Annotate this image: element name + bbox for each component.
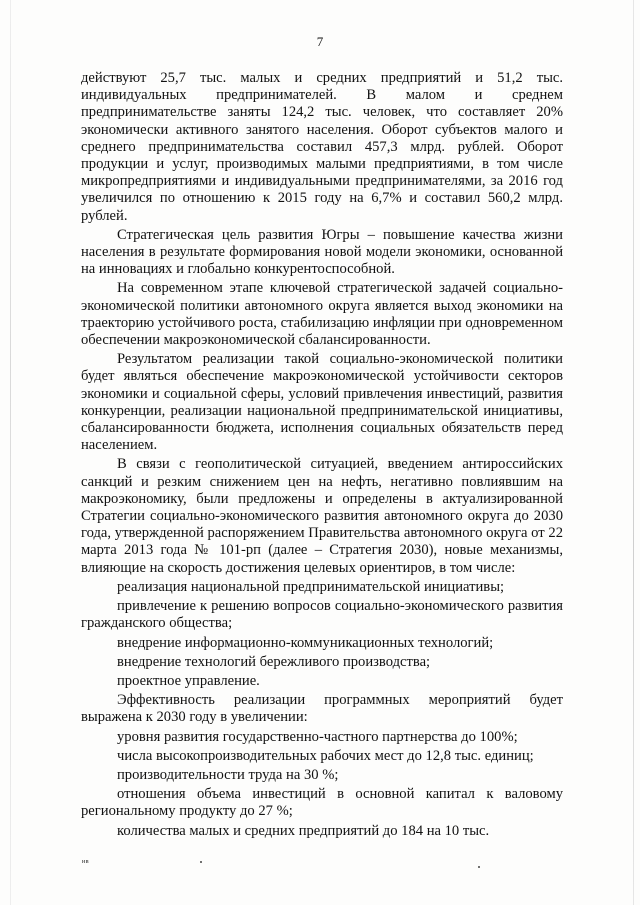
list-item: производительности труда на 30 %; (117, 766, 339, 783)
list-item: проектное управление. (117, 672, 260, 689)
paragraph: Результатом реализации такой социально-экономической политики будет являться обеспечение макроэкономической устойчивости секторов экономики и социальной сферы, условий привлечения инвестиций, развития конкуренции, реализации национальной предпринимательской инициативы, сбалансированности бюджета, исполнения социальных обязательств перед населением. (81, 351, 563, 454)
paragraph: На современном этапе ключевой стратегической задачей социально-экономической политики автономного округа является выход экономики на траекторию устойчивого роста, стабилизацию инфляции при одновременном обеспечении макроэкономической сбалансированности. (81, 280, 563, 349)
footer-mark: нв (82, 859, 90, 865)
list-item: количества малых и средних предприятий до 184 на 10 тыс. (117, 822, 490, 839)
list-item: внедрение технологий бережливого производства; (117, 653, 431, 670)
paragraph: Стратегическая цель развития Югры – повышение качества жизни населения в результате формирования новой модели экономики, основанной на инновациях и глобально конкурентоспособной. (81, 226, 563, 278)
list-item: привлечение к решению вопросов социально-экономического развития гражданского общества; (81, 598, 563, 632)
scan-edge-left (10, 0, 11, 905)
list-item: внедрение информационно-коммуникационных технологий; (117, 634, 494, 651)
list-item: отношения объема инвестиций в основной капитал к валовому региональному продукту до 27 %; (81, 786, 563, 820)
paragraph: действуют 25,7 тыс. малых и средних предприятий и 51,2 тыс. индивидуальных предпринимателей. В малом и среднем предпринимательстве заняты 124,2 тыс. человек, что составляет 20% экономически активного занятого населения. Оборот субъектов малого и среднего предпринимательства составил 457,3 млрд. рублей. Оборот продукции и услуг, производимых малыми предприятиями, в том числе микропредприятиями и индивидуальными предпринимателями, за 2016 год увеличился по отношению к 2015 году на 6,7% и составил 560,2 млрд. рублей. (81, 70, 563, 224)
scan-speck (200, 861, 202, 863)
list-item: числа высокопроизводительных рабочих мест до 12,8 тыс. единиц; (117, 747, 534, 764)
list-item: реализация национальной предпринимательской инициативы; (117, 578, 505, 595)
paragraph: Эффективность реализации программных мероприятий будет выражена к 2030 году в увеличении: (81, 692, 563, 726)
page-number: 7 (316, 34, 324, 49)
scan-speck (478, 866, 480, 868)
list-item: уровня развития государственно-частного партнерства до 100%; (117, 728, 518, 745)
body-text (81, 70, 563, 842)
paragraph: В связи с геополитической ситуацией, введением антироссийских санкций и резким снижением цен на нефть, негативно повлиявшим на макроэкономику, были предложены и определены в актуализированной Стратегии социально-экономического развития автономного округа до 2030 года, утвержденной распоряжением Правительства автономного округа от 22 марта 2013 года № 101-рп (далее – Стратегия 2030), новые механизмы, влияющие на скорость достижения целевых ориентиров, в том числе: (81, 456, 563, 576)
scan-edge-right (633, 0, 634, 905)
